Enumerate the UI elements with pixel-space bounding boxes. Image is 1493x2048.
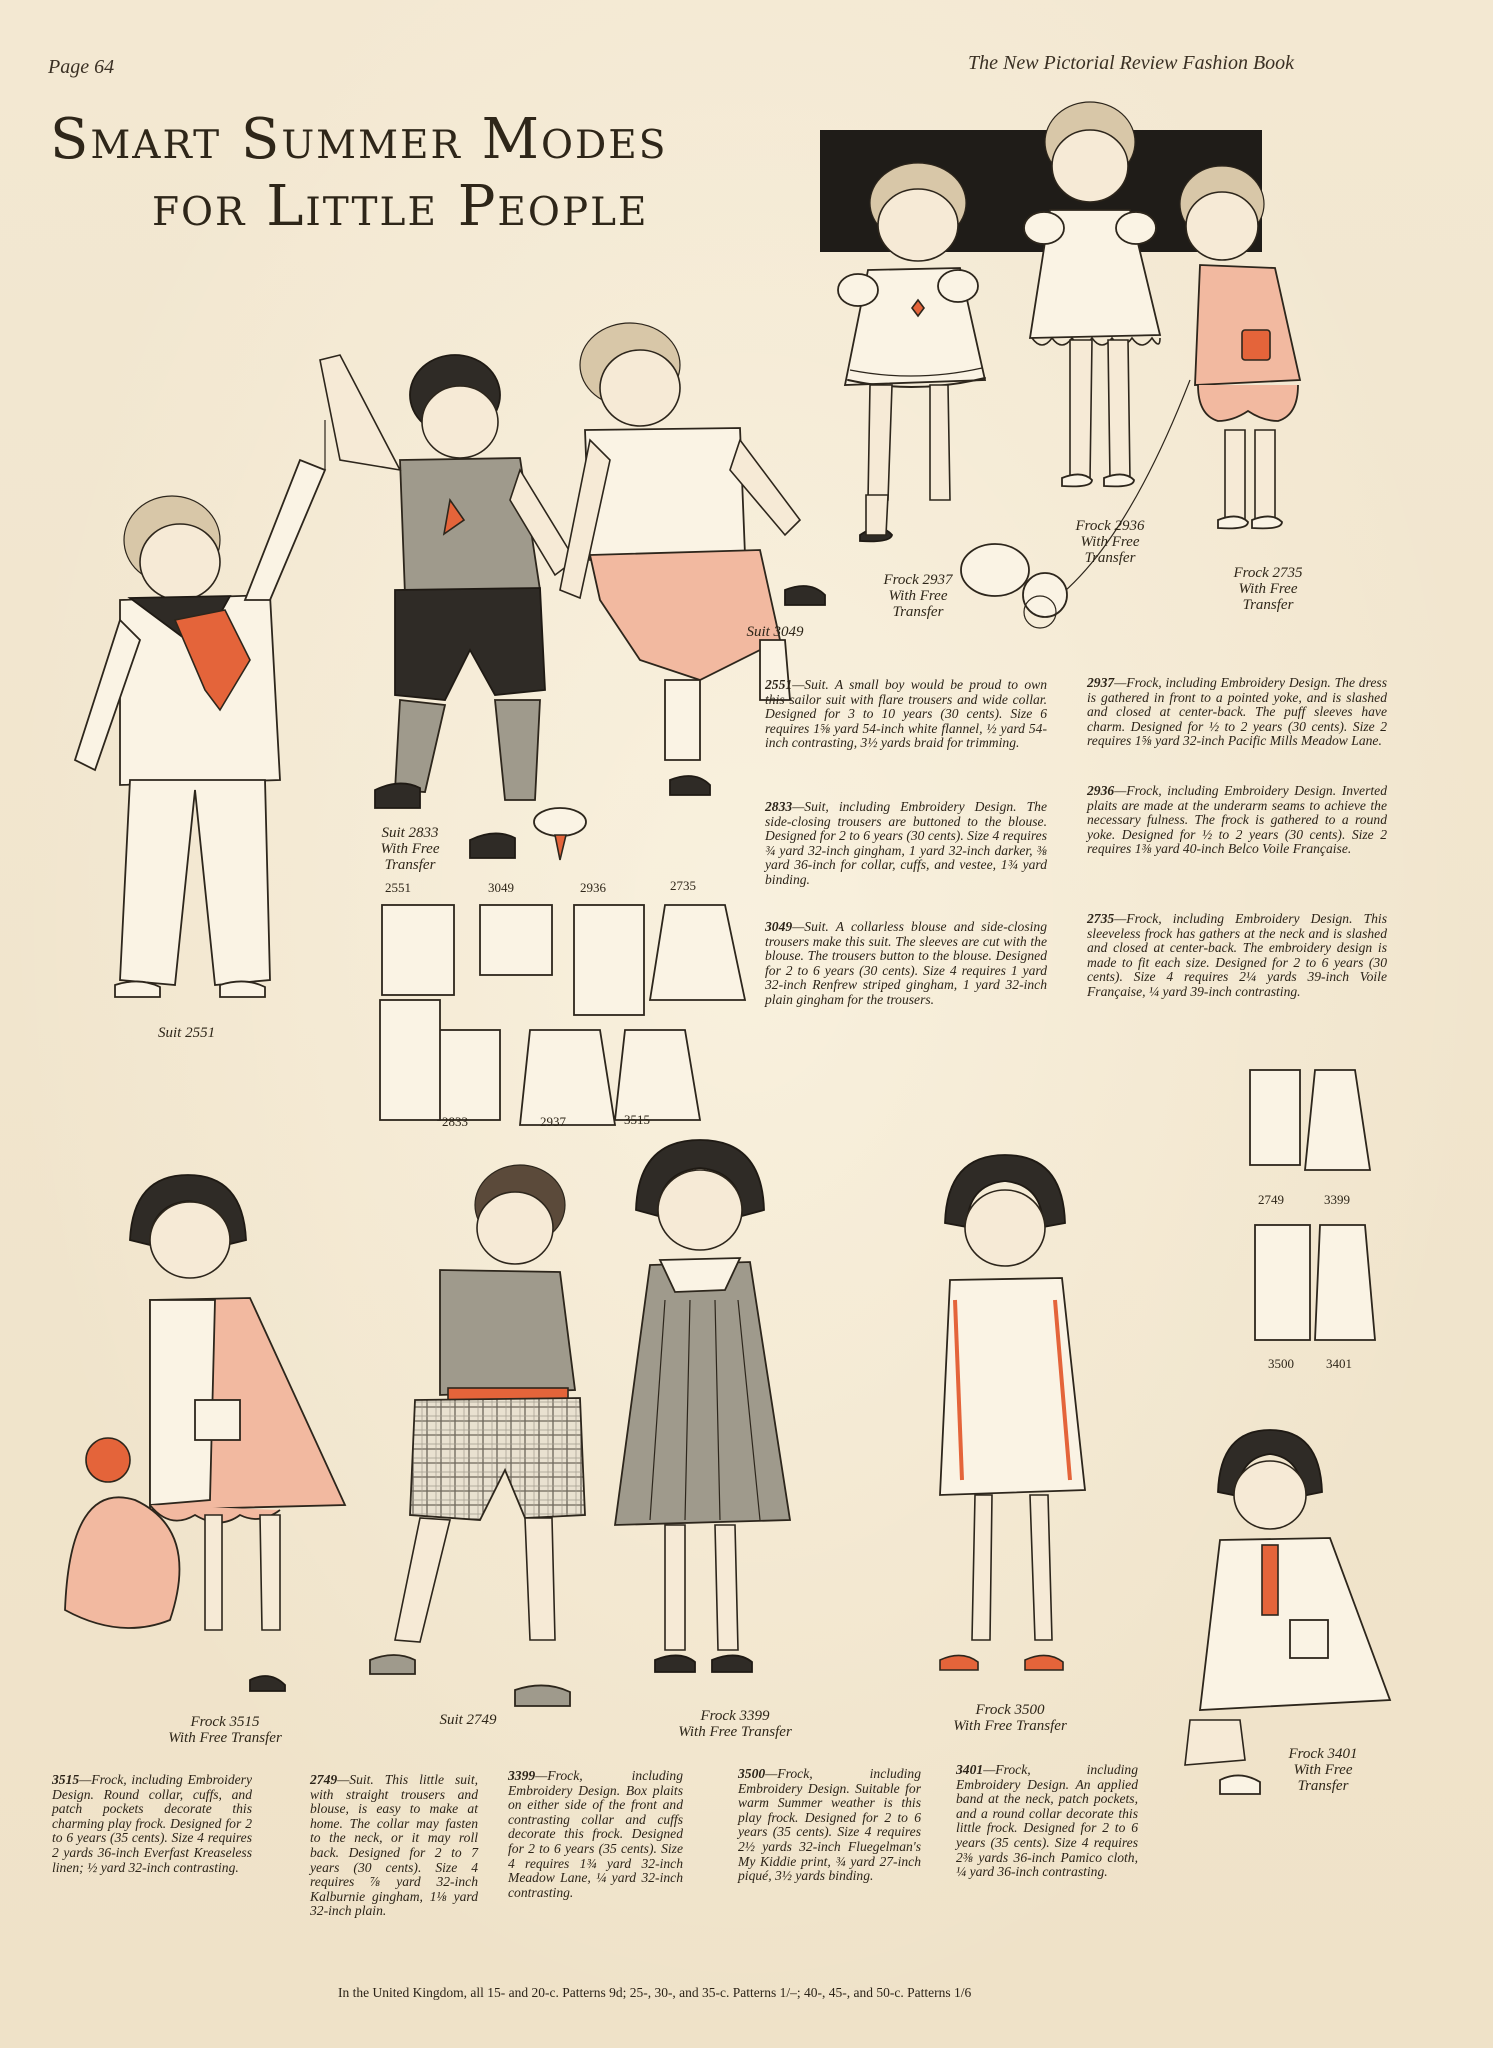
caption-line: Transfer xyxy=(1297,1778,1349,1794)
flat-label: 2833 xyxy=(442,1114,468,1129)
caption-frock-3399 xyxy=(650,1708,820,1740)
caption-line: Transfer xyxy=(892,604,944,620)
girl-3401-figure xyxy=(1185,1430,1390,1794)
caption-line: With Free Transfer xyxy=(168,1730,282,1746)
description-2551 xyxy=(765,678,1047,751)
description-2749 xyxy=(310,1773,478,1919)
caption-line: With Free xyxy=(1238,581,1298,597)
description-2833 xyxy=(765,800,1047,888)
spinning-top-toy xyxy=(534,808,586,860)
flat-label: 3500 xyxy=(1268,1356,1294,1371)
boy-2833-figure xyxy=(320,355,575,858)
description-text: —Frock, including Embroidery Design. The dress is gathered in front to a pointed yoke, and is slashed and closed at center-back. The puff sleeves have charm. Designed for ½ to 2 years (30 cents). Size 2 requires 1⅝ yard 32-inch Pacific Mills Meadow Lane. xyxy=(1087,675,1387,749)
description-3500 xyxy=(738,1767,921,1884)
flat-pattern-sketches-top xyxy=(380,905,745,1125)
girl-3500-figure xyxy=(940,1155,1085,1670)
caption-frock-2735 xyxy=(1208,565,1328,613)
caption-suit-2833 xyxy=(350,825,470,873)
caption-line: Frock 2735 xyxy=(1233,565,1303,581)
caption-line: With Free xyxy=(888,588,948,604)
description-text: —Frock, including Embroidery Design. Box plaits on either side of the front and contrasting collar and cuffs decorate this frock. Designed for 2 to 6 years (35 cents). Size 4 requires 1¾ yard 32-inch Meadow Lane, ¼ yard 32-inch contrasting. xyxy=(508,1768,683,1900)
description-text: —Frock, including Embroidery Design. This sleeveless frock has gathers at the neck and is slashed and closed at center-back. The embroidery design is made to fit each size. Designed for 2 to 6 years (30 cents). Size 4 requires 2¼ yards 39-inch Voile Française, ¼ yard 39-inch contrasting. xyxy=(1087,911,1387,999)
description-text: —Frock, including Embroidery Design. Suitable for warm Summer weather is this play frock. Designed for 2 to 6 years (35 cents). Size 4 requires 2½ yards 32-inch Fluegelman's My Kiddie print, ¾ yard 27-inch piqué, 3½ yards binding. xyxy=(738,1766,921,1884)
pattern-number: 3401 xyxy=(956,1762,984,1777)
publication-title: The New Pictorial Review Fashion Book xyxy=(968,52,1295,74)
caption-frock-3515 xyxy=(140,1714,310,1746)
description-3399 xyxy=(508,1769,683,1900)
flat-label: 2937 xyxy=(540,1114,566,1129)
caption-frock-2937 xyxy=(858,572,978,620)
caption-line: Frock 3515 xyxy=(190,1714,260,1730)
flat-label: 3515 xyxy=(624,1112,650,1127)
caption-line: Frock 3500 xyxy=(975,1702,1045,1718)
description-text: —Frock, including Embroidery Design. Inverted plaits are made at the underarm seams to achieve the necessary fulness. The frock is gathered to a round yoke. Designed for ½ to 2 years (30 cents). Size 2 requires 1⅜ yard 40-inch Belco Voile Française. xyxy=(1087,783,1387,857)
caption-line: Frock 3399 xyxy=(700,1708,770,1724)
pattern-number: 3515 xyxy=(52,1772,80,1787)
caption-line: Transfer xyxy=(1242,597,1294,613)
caption-frock-3401 xyxy=(1268,1746,1378,1794)
caption-frock-2936 xyxy=(1050,518,1170,566)
girl-3515-figure xyxy=(65,1175,345,1691)
caption-suit-2749: Suit 2749 xyxy=(439,1712,497,1728)
girl-3399-figure xyxy=(615,1140,790,1672)
flat-label: 2936 xyxy=(580,880,606,895)
description-text: —Suit. A small boy would be proud to own this sailor suit with flare trousers and wide collar. Designed for 3 to 10 years (30 cents). Size 6 requires 1⅝ yard 54-inch white flannel, ½ yard 54-inch contrasting, 3½ yards braid for trimming. xyxy=(765,677,1047,751)
page-title-line1: Smart Summer Modes xyxy=(50,107,668,172)
flat-label: 3401 xyxy=(1326,1356,1352,1371)
pattern-number: 3500 xyxy=(738,1766,766,1781)
description-text: —Suit. A collarless blouse and side-closing trousers make this suit. The sleeves are cut with the blouse. The trousers button to the blouse. Designed for 2 to 6 years (30 cents). Size 4 requires 1 yard 32-inch Renfrew striped gingham, 1 yard 32-inch plain gingham for the trousers. xyxy=(765,919,1047,1007)
pattern-number: 3049 xyxy=(765,919,793,934)
pattern-number: 2735 xyxy=(1087,911,1115,926)
caption-line: With Free xyxy=(1080,534,1140,550)
caption-line: Suit 2833 xyxy=(381,825,439,841)
description-2735 xyxy=(1087,912,1387,1000)
caption-line: Frock 3401 xyxy=(1288,1746,1358,1762)
flat-label: 3049 xyxy=(488,880,514,895)
pattern-number: 2749 xyxy=(310,1772,338,1787)
page-title-line2: for Little People xyxy=(152,174,649,239)
pattern-number: 2936 xyxy=(1087,783,1115,798)
caption-line: With Free xyxy=(380,841,440,857)
description-3515 xyxy=(52,1773,252,1875)
uk-price-footnote: In the United Kingdom, all 15- and 20-c. Patterns 9d; 25-, 30-, and 35-c. Patterns 1/–; 40-, 45-, and 50-c. Patterns 1/6 xyxy=(338,1985,972,2000)
sailor-boy-2551-figure xyxy=(75,420,325,997)
pattern-number: 2833 xyxy=(765,799,793,814)
pattern-number: 3399 xyxy=(508,1768,536,1783)
flat-label: 3399 xyxy=(1324,1192,1350,1207)
caption-line: With Free Transfer xyxy=(678,1724,792,1740)
caption-line: Transfer xyxy=(384,857,436,873)
description-2936 xyxy=(1087,784,1387,857)
page-number: Page 64 xyxy=(48,56,115,78)
caption-line: Frock 2936 xyxy=(1075,518,1145,534)
caption-line: Transfer xyxy=(1084,550,1136,566)
description-text: —Suit. This little suit, with straight trousers and blouse, is easy to make at home. The collar may fasten to the neck, or it may roll back. Designed for 2 to 7 years (30 cents). Size 4 requires ⅞ yard 32-inch Kalburnie gingham, 1⅛ yard 32-inch plain. xyxy=(310,1772,478,1919)
flat-label: 2749 xyxy=(1258,1192,1284,1207)
caption-line: With Free xyxy=(1293,1762,1353,1778)
description-text: —Frock, including Embroidery Design. Round collar, cuffs, and patch pockets decorate this charming play frock. Designed for 2 to 6 years (35 cents). Size 4 requires 2 yards 36-inch Everfast Kreaseless linen; ½ yard 32-inch contrasting. xyxy=(52,1772,252,1875)
caption-line: With Free Transfer xyxy=(953,1718,1067,1734)
boy-2749-figure xyxy=(370,1165,585,1706)
description-text: —Frock, including Embroidery Design. An applied band at the neck, patch pockets, and a round collar decorate this little frock. Designed for 2 to 6 years (35 cents). Size 4 requires 2⅜ yards 36-inch Pamico cloth, ¼ yard 36-inch contrasting. xyxy=(956,1762,1138,1880)
description-3401 xyxy=(956,1763,1138,1880)
description-2937 xyxy=(1087,676,1387,749)
description-3049 xyxy=(765,920,1047,1008)
flat-label: 2735 xyxy=(670,878,696,893)
flat-label: 2551 xyxy=(385,880,411,895)
description-text: —Suit, including Embroidery Design. The side-closing trousers are buttoned to the blouse. Designed for 2 to 6 years (30 cents). Size 4 requires ¾ yard 32-inch gingham, 1 yard 32-inch darker, ⅜ yard 36-inch for collar, cuffs, and vestee, 1¾ yard binding. xyxy=(765,799,1047,887)
caption-suit-2551: Suit 2551 xyxy=(158,1025,216,1041)
caption-suit-3049: Suit 3049 xyxy=(746,624,804,640)
caption-line: Frock 2937 xyxy=(883,572,953,588)
pattern-number: 2937 xyxy=(1087,675,1115,690)
pattern-number: 2551 xyxy=(765,677,793,692)
caption-frock-3500 xyxy=(925,1702,1095,1734)
